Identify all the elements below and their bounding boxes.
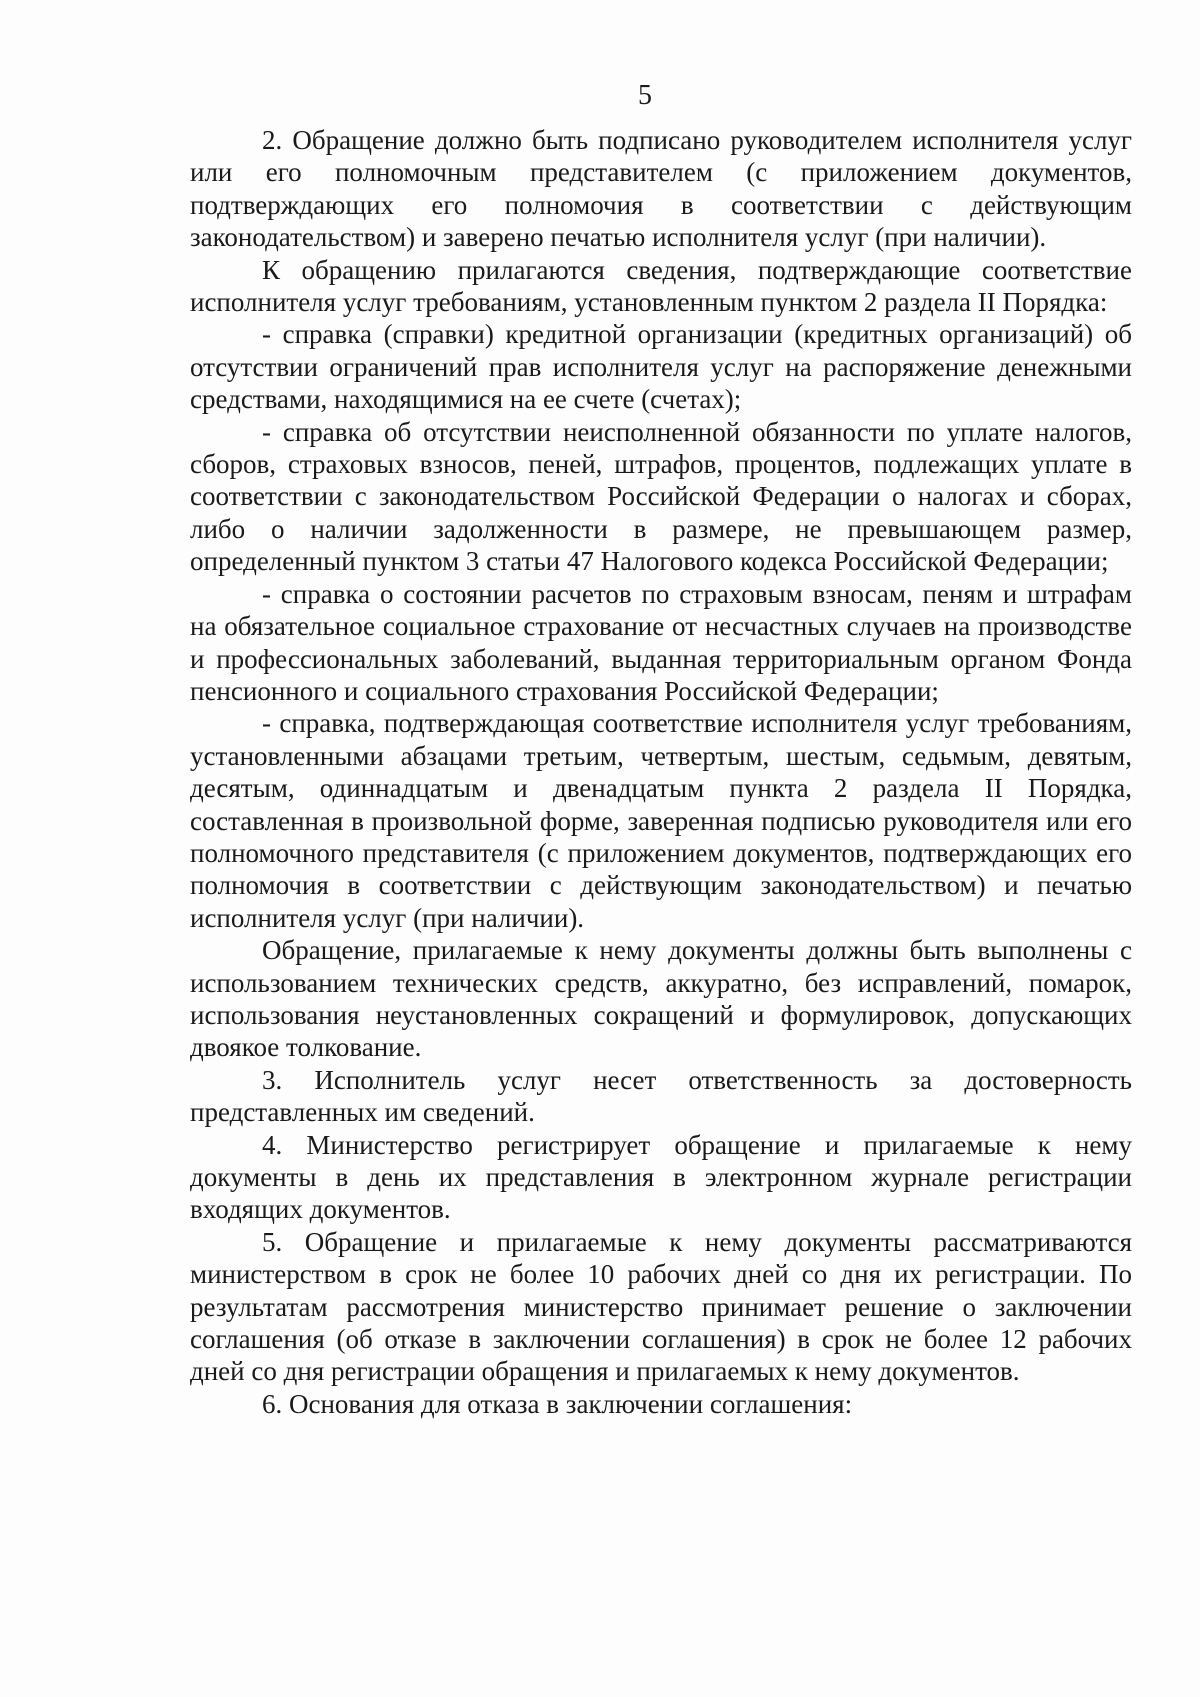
paragraph-format-requirements: Обращение, прилагаемые к нему документы должны быть выполнены с использованием технических средств, аккуратно, без исправлений, помарок, использования неустановленных сокращений и формулировок, допускающих двоякое толкование. xyxy=(190,935,1132,1063)
paragraph-compliance-certificate: - справка, подтверждающая соответствие исполнителя услуг требованиям, установленными абзацами третьим, четвертым, шестым, седьмым, девятым, десятым, одиннадцатым и двенадцатым пункта 2 раздела II Порядка, составленная в произвольной форме, заверенная подписью руководителя или его полномочного представителя (с приложением документов, подтверждающих его полномочия в соответствии с действующим законодательством) и печатью исполнителя услуг (при наличии). xyxy=(190,708,1132,933)
document-body xyxy=(190,124,1132,1420)
paragraph-item-2: 2. Обращение должно быть подписано руководителем исполнителя услуг или его полномочным представителем (с приложением документов, подтверждающих его полномочия в соответствии с действующим законодательством) и заверено печатью исполнителя услуг (при наличии). xyxy=(190,125,1132,253)
paragraph-item-4: 4. Министерство регистрирует обращение и прилагаемые к нему документы в день их представления в электронном журнале регистрации входящих документов. xyxy=(190,1129,1132,1225)
page-number: 5 xyxy=(638,80,652,111)
paragraph-bank-certificate: - справка (справки) кредитной организации (кредитных организаций) об отсутствии ограничений прав исполнителя услуг на распоряжение денежными средствами, находящимися на ее счете (счетах); xyxy=(190,319,1132,415)
paragraph-item-3: 3. Исполнитель услуг несет ответственность за достоверность представленных им сведений. xyxy=(190,1064,1132,1128)
paragraph-item-5: 5. Обращение и прилагаемые к нему документы рассматриваются министерством в срок не более 10 рабочих дней со дня их регистрации. По результатам рассмотрения министерство принимает решение о заключении соглашения (об отказе в заключении соглашения) в срок не более 12 рабочих дней со дня регистрации обращения и прилагаемых к нему документов. xyxy=(190,1226,1132,1387)
paragraph-item-6: 6. Основания для отказа в заключении соглашения: xyxy=(262,1388,853,1419)
paragraph-insurance-certificate: - справка о состоянии расчетов по страховым взносам, пеням и штрафам на обязательное социальное страхование от несчастных случаев на производстве и профессиональных заболеваний, выданная территориальным органом Фонда пенсионного и социального страхования Российской Федерации; xyxy=(190,578,1132,706)
paragraph-tax-certificate: - справка об отсутствии неисполненной обязанности по уплате налогов, сборов, страховых взносов, пеней, штрафов, процентов, подлежащих уплате в соответствии с законодательством Российской Федерации о налогах и сборах, либо о наличии задолженности в размере, не превышающем размер, определенный пунктом 3 статьи 47 Налогового кодекса Российской Федерации; xyxy=(190,416,1132,577)
paragraph-attachments-intro: К обращению прилагаются сведения, подтверждающие соответствие исполнителя услуг требованиям, установленным пунктом 2 раздела II Порядка: xyxy=(190,254,1132,318)
